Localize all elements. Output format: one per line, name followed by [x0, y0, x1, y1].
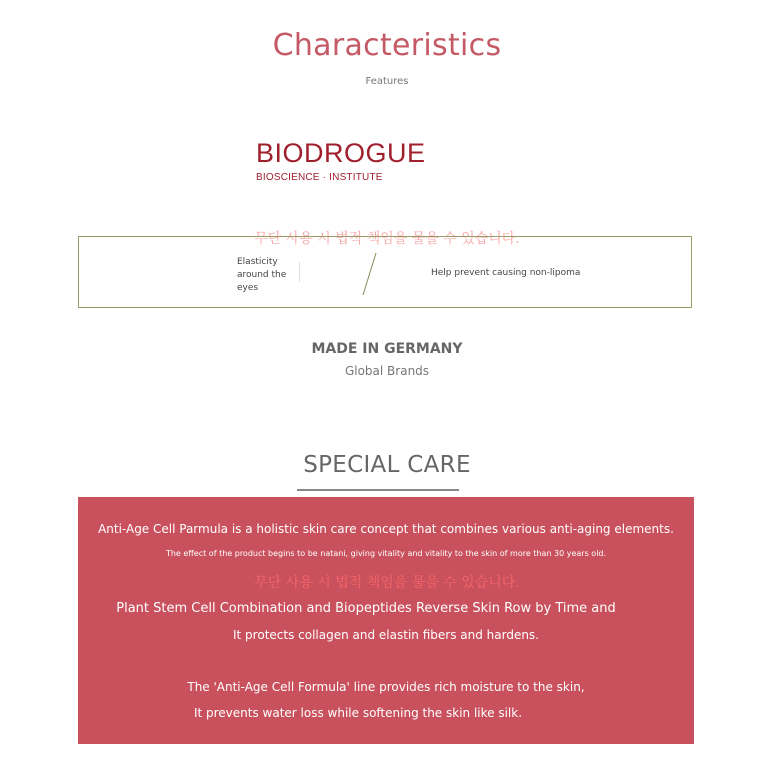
special-care-heading: SPECIAL CARE	[303, 452, 471, 478]
feature-divider	[299, 262, 300, 282]
care-text-line: It prevents water loss while softening the skin like silk.	[193, 706, 523, 720]
page-title: Characteristics	[272, 28, 502, 63]
page-subtitle: Features	[365, 76, 409, 87]
special-care-underline	[297, 489, 459, 491]
care-text-line: It protects collagen and elastin fibers and hardens.	[233, 628, 539, 642]
feature-non-lipoma: Help prevent causing non-lipoma	[431, 268, 581, 278]
care-text-line: The effect of the product begins to be natani, giving vitality and vitality to the skin of more than 30 years old.	[165, 549, 607, 558]
watermark-text: 무단 사용 시 법적 책임을 물을 수 있습니다.	[254, 575, 520, 591]
watermark-text: 무단 사용 시 법적 책임을 물을 수 있습니다.	[254, 231, 520, 247]
care-text-line: Anti-Age Cell Parmula is a holistic skin care concept that combines various anti-aging elements.	[98, 522, 674, 536]
global-brands-label: Global Brands	[344, 364, 430, 378]
slash-divider-icon	[358, 252, 378, 296]
care-text-line: The 'Anti-Age Cell Formula' line provides rich moisture to the skin,	[187, 680, 585, 694]
care-text-line: Plant Stem Cell Combination and Biopeptides Reverse Skin Row by Time and	[116, 601, 616, 616]
made-in-germany-label: MADE IN GERMANY	[311, 341, 463, 357]
feature-box	[78, 236, 692, 308]
brand-logo-tagline: BIOSCIENCE · INSTITUTE	[256, 172, 383, 183]
brand-logo-wordmark: BIODROGUE	[256, 138, 426, 168]
feature-eye-elasticity: Elasticity around the eyes	[237, 257, 287, 293]
